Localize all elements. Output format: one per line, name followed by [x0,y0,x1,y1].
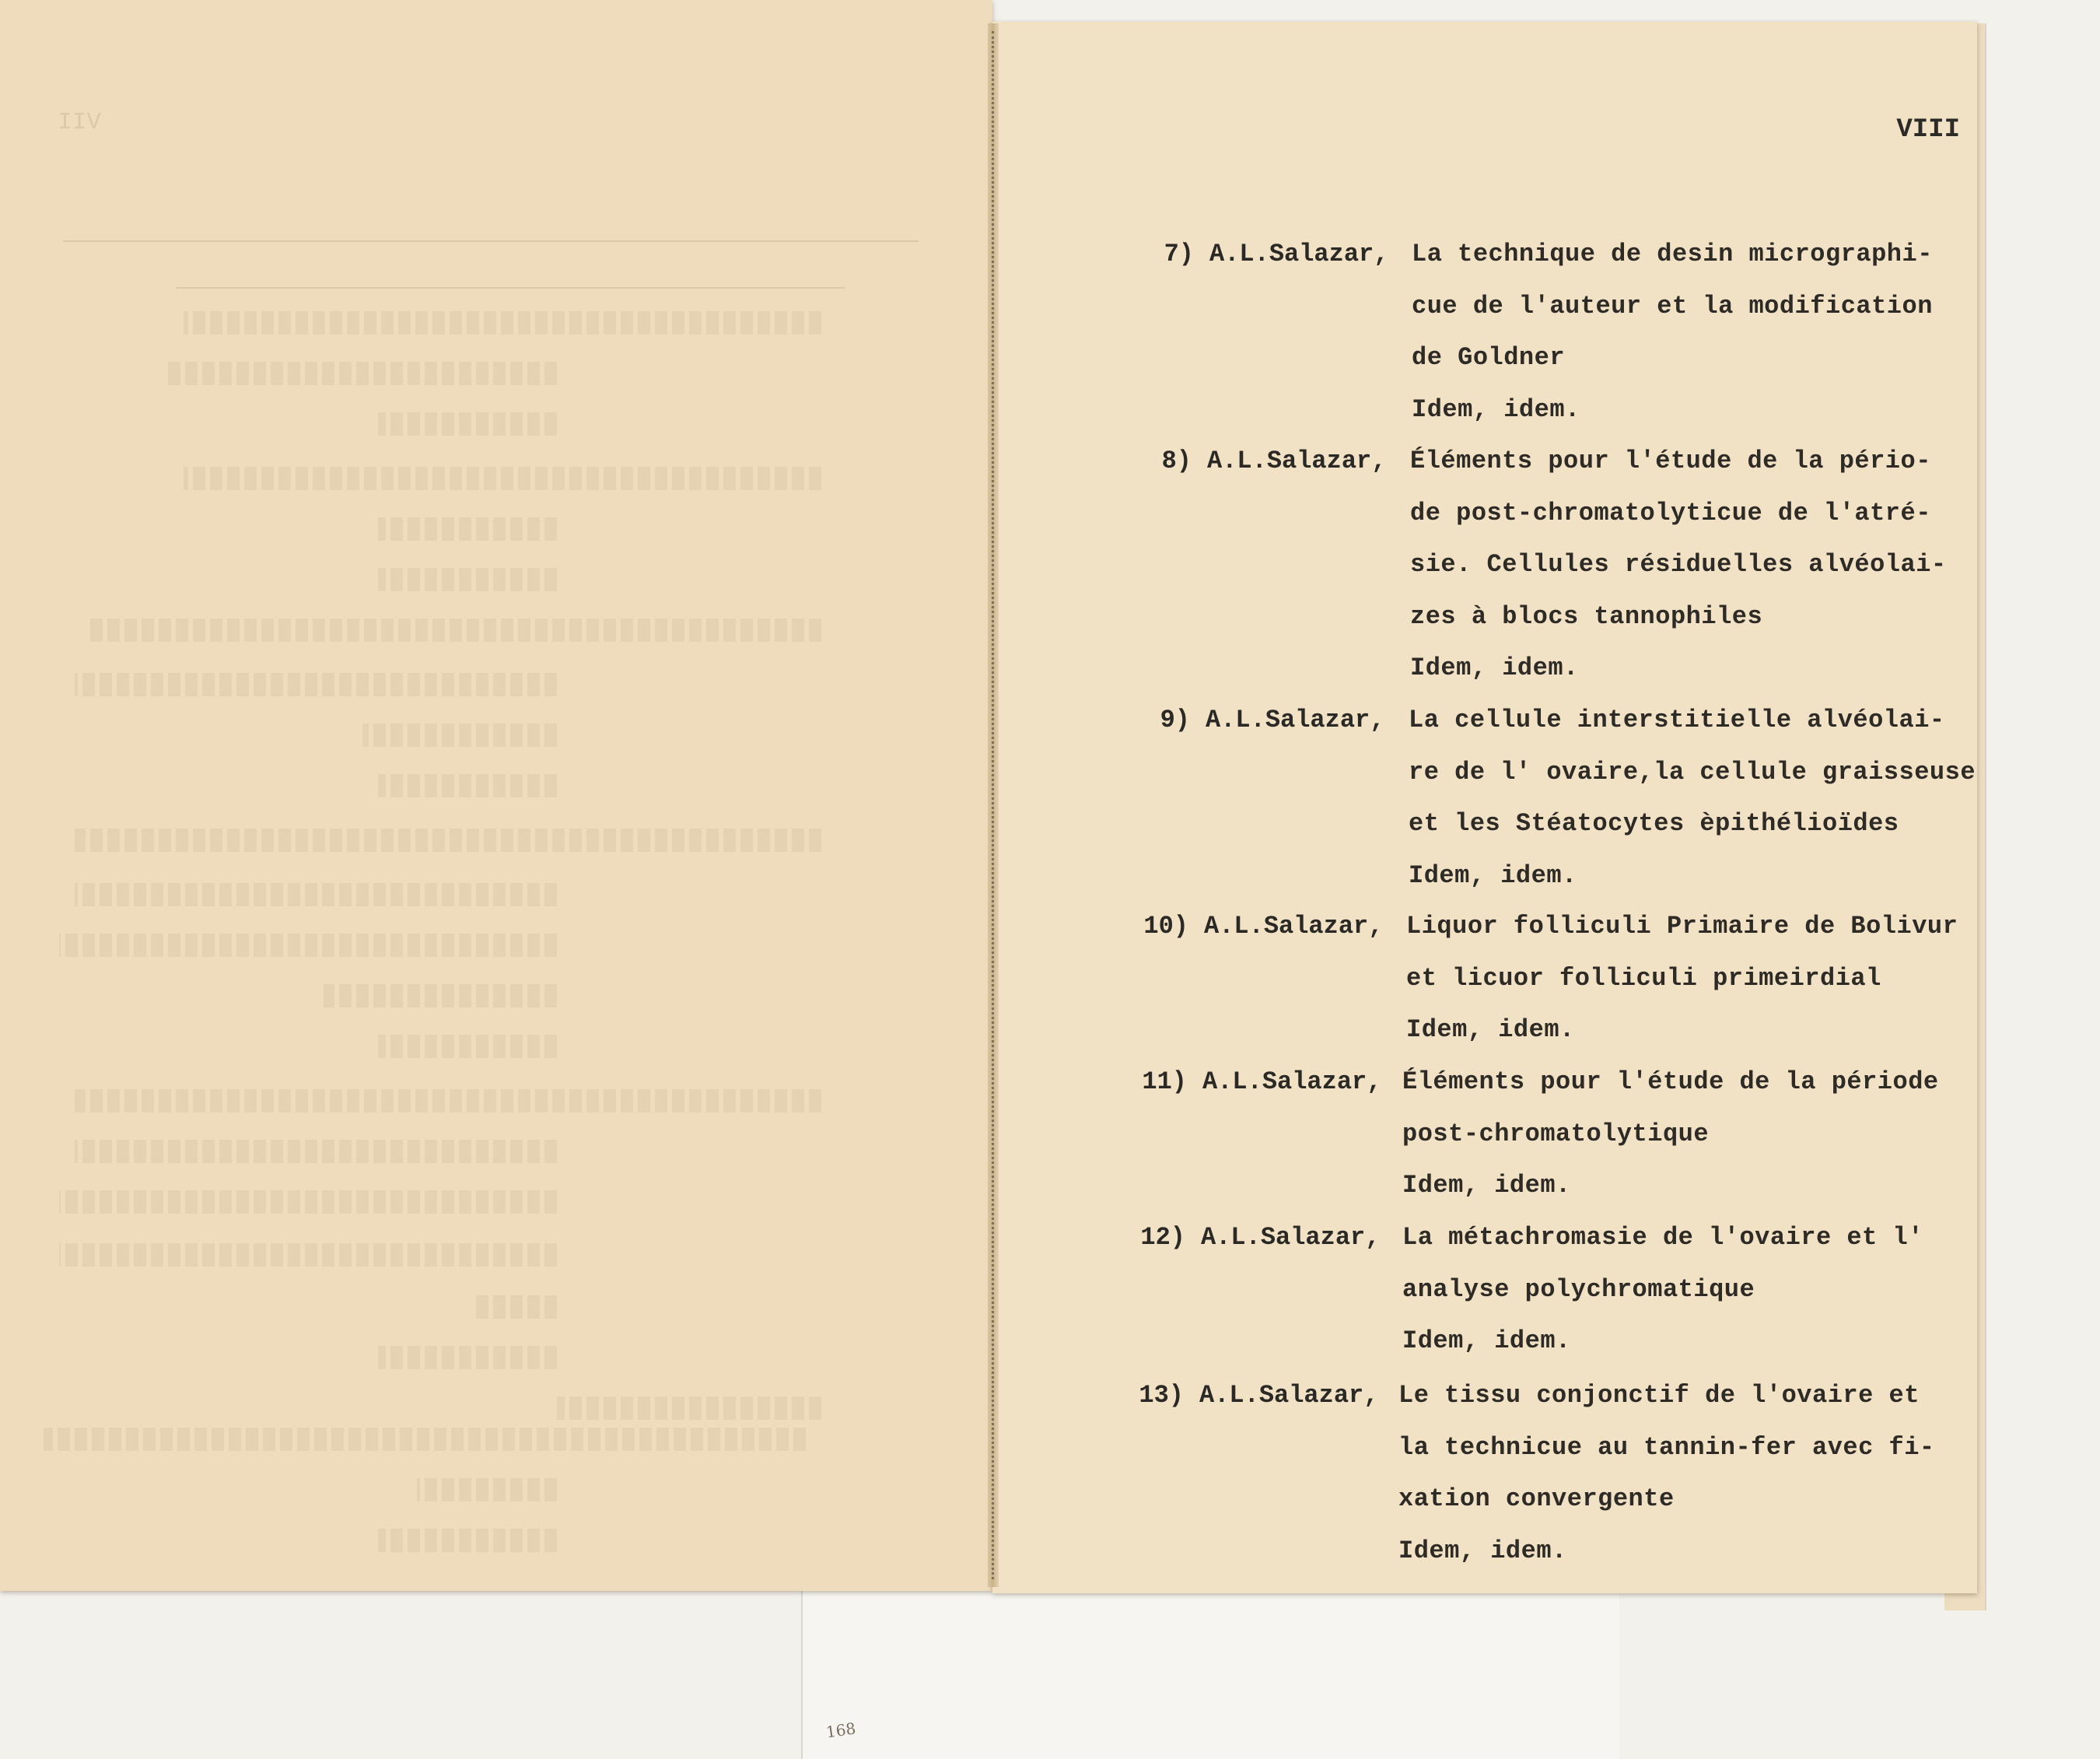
stitch-line [992,31,996,1579]
entry-text-line: La métachromasie de l'ovaire et l' [1402,1223,1923,1252]
entry-author: A.L.Salazar, [1201,1223,1381,1252]
page-number: VIII [1896,115,1960,145]
entry-text-line: et licuor folliculi primeirdial [1406,964,1881,993]
entry-author: A.L.Salazar, [1204,912,1384,941]
entry-text-line: La cellule interstitielle alvéolai- [1409,706,1945,734]
entry-text-line: zes à blocs tannophiles [1410,602,1763,631]
entry-author: A.L.Salazar, [1207,447,1387,475]
entry-number: 12) [1140,1223,1185,1252]
entry-text-line: cue de l'auteur et la modification [1412,292,1933,321]
entry-text-line: Idem, idem. [1402,1326,1571,1355]
entry-text-line: Idem, idem. [1406,1015,1575,1044]
entry-text-line: et les Stéatocytes èpithélioïdes [1409,809,1899,838]
entry-text-line: Idem, idem. [1412,395,1580,424]
entry-author: A.L.Salazar, [1206,706,1385,734]
margin-note: 168 [824,1719,857,1742]
entry-number: 9) [1160,706,1190,734]
left-page [0,0,992,1591]
entry-text-line: Idem, idem. [1398,1536,1567,1565]
entry-text-line: analyse polychromatique [1402,1275,1755,1304]
entry-text-line: de post-chromatolyticue de l'atré- [1410,499,1931,527]
entry-author: A.L.Salazar, [1199,1381,1379,1410]
entry-number: 10) [1143,912,1188,941]
entry-text-line: la technicue au tannin-fer avec fi- [1398,1433,1935,1462]
entry-number: 11) [1142,1067,1187,1096]
entry-number: 13) [1139,1381,1184,1410]
entry-author: A.L.Salazar, [1209,240,1389,268]
entry-text-line: re de l' ovaire,la cellule graisseuse [1409,758,1976,787]
entry-text-line: Idem, idem. [1410,653,1579,682]
entry-text-line: La technique de desin micrographi- [1412,240,1933,268]
folder-strip [801,1572,1619,1759]
entry-text-line: Éléments pour l'étude de la pério- [1410,447,1931,475]
entry-text-line: Le tissu conjonctif de l'ovaire et [1398,1381,1920,1410]
entry-author: A.L.Salazar, [1202,1067,1382,1096]
entry-text-line: Liquor folliculi Primaire de Bolivur [1406,912,1958,941]
entry-number: 7) [1164,240,1194,268]
entry-text-line: sie. Cellules résiduelles alvéolai- [1410,550,1947,579]
entry-number: 8) [1161,447,1192,475]
bleed-through-text: VII [0,0,992,1591]
entry-text-line: de Goldner [1412,343,1566,372]
entry-text-line: post-chromatolytique [1402,1120,1710,1148]
entry-text-line: Éléments pour l'étude de la période [1402,1067,1939,1096]
entry-text-line: Idem, idem. [1402,1171,1571,1200]
entry-text-line: Idem, idem. [1409,861,1577,890]
entry-text-line: xation convergente [1398,1484,1675,1513]
